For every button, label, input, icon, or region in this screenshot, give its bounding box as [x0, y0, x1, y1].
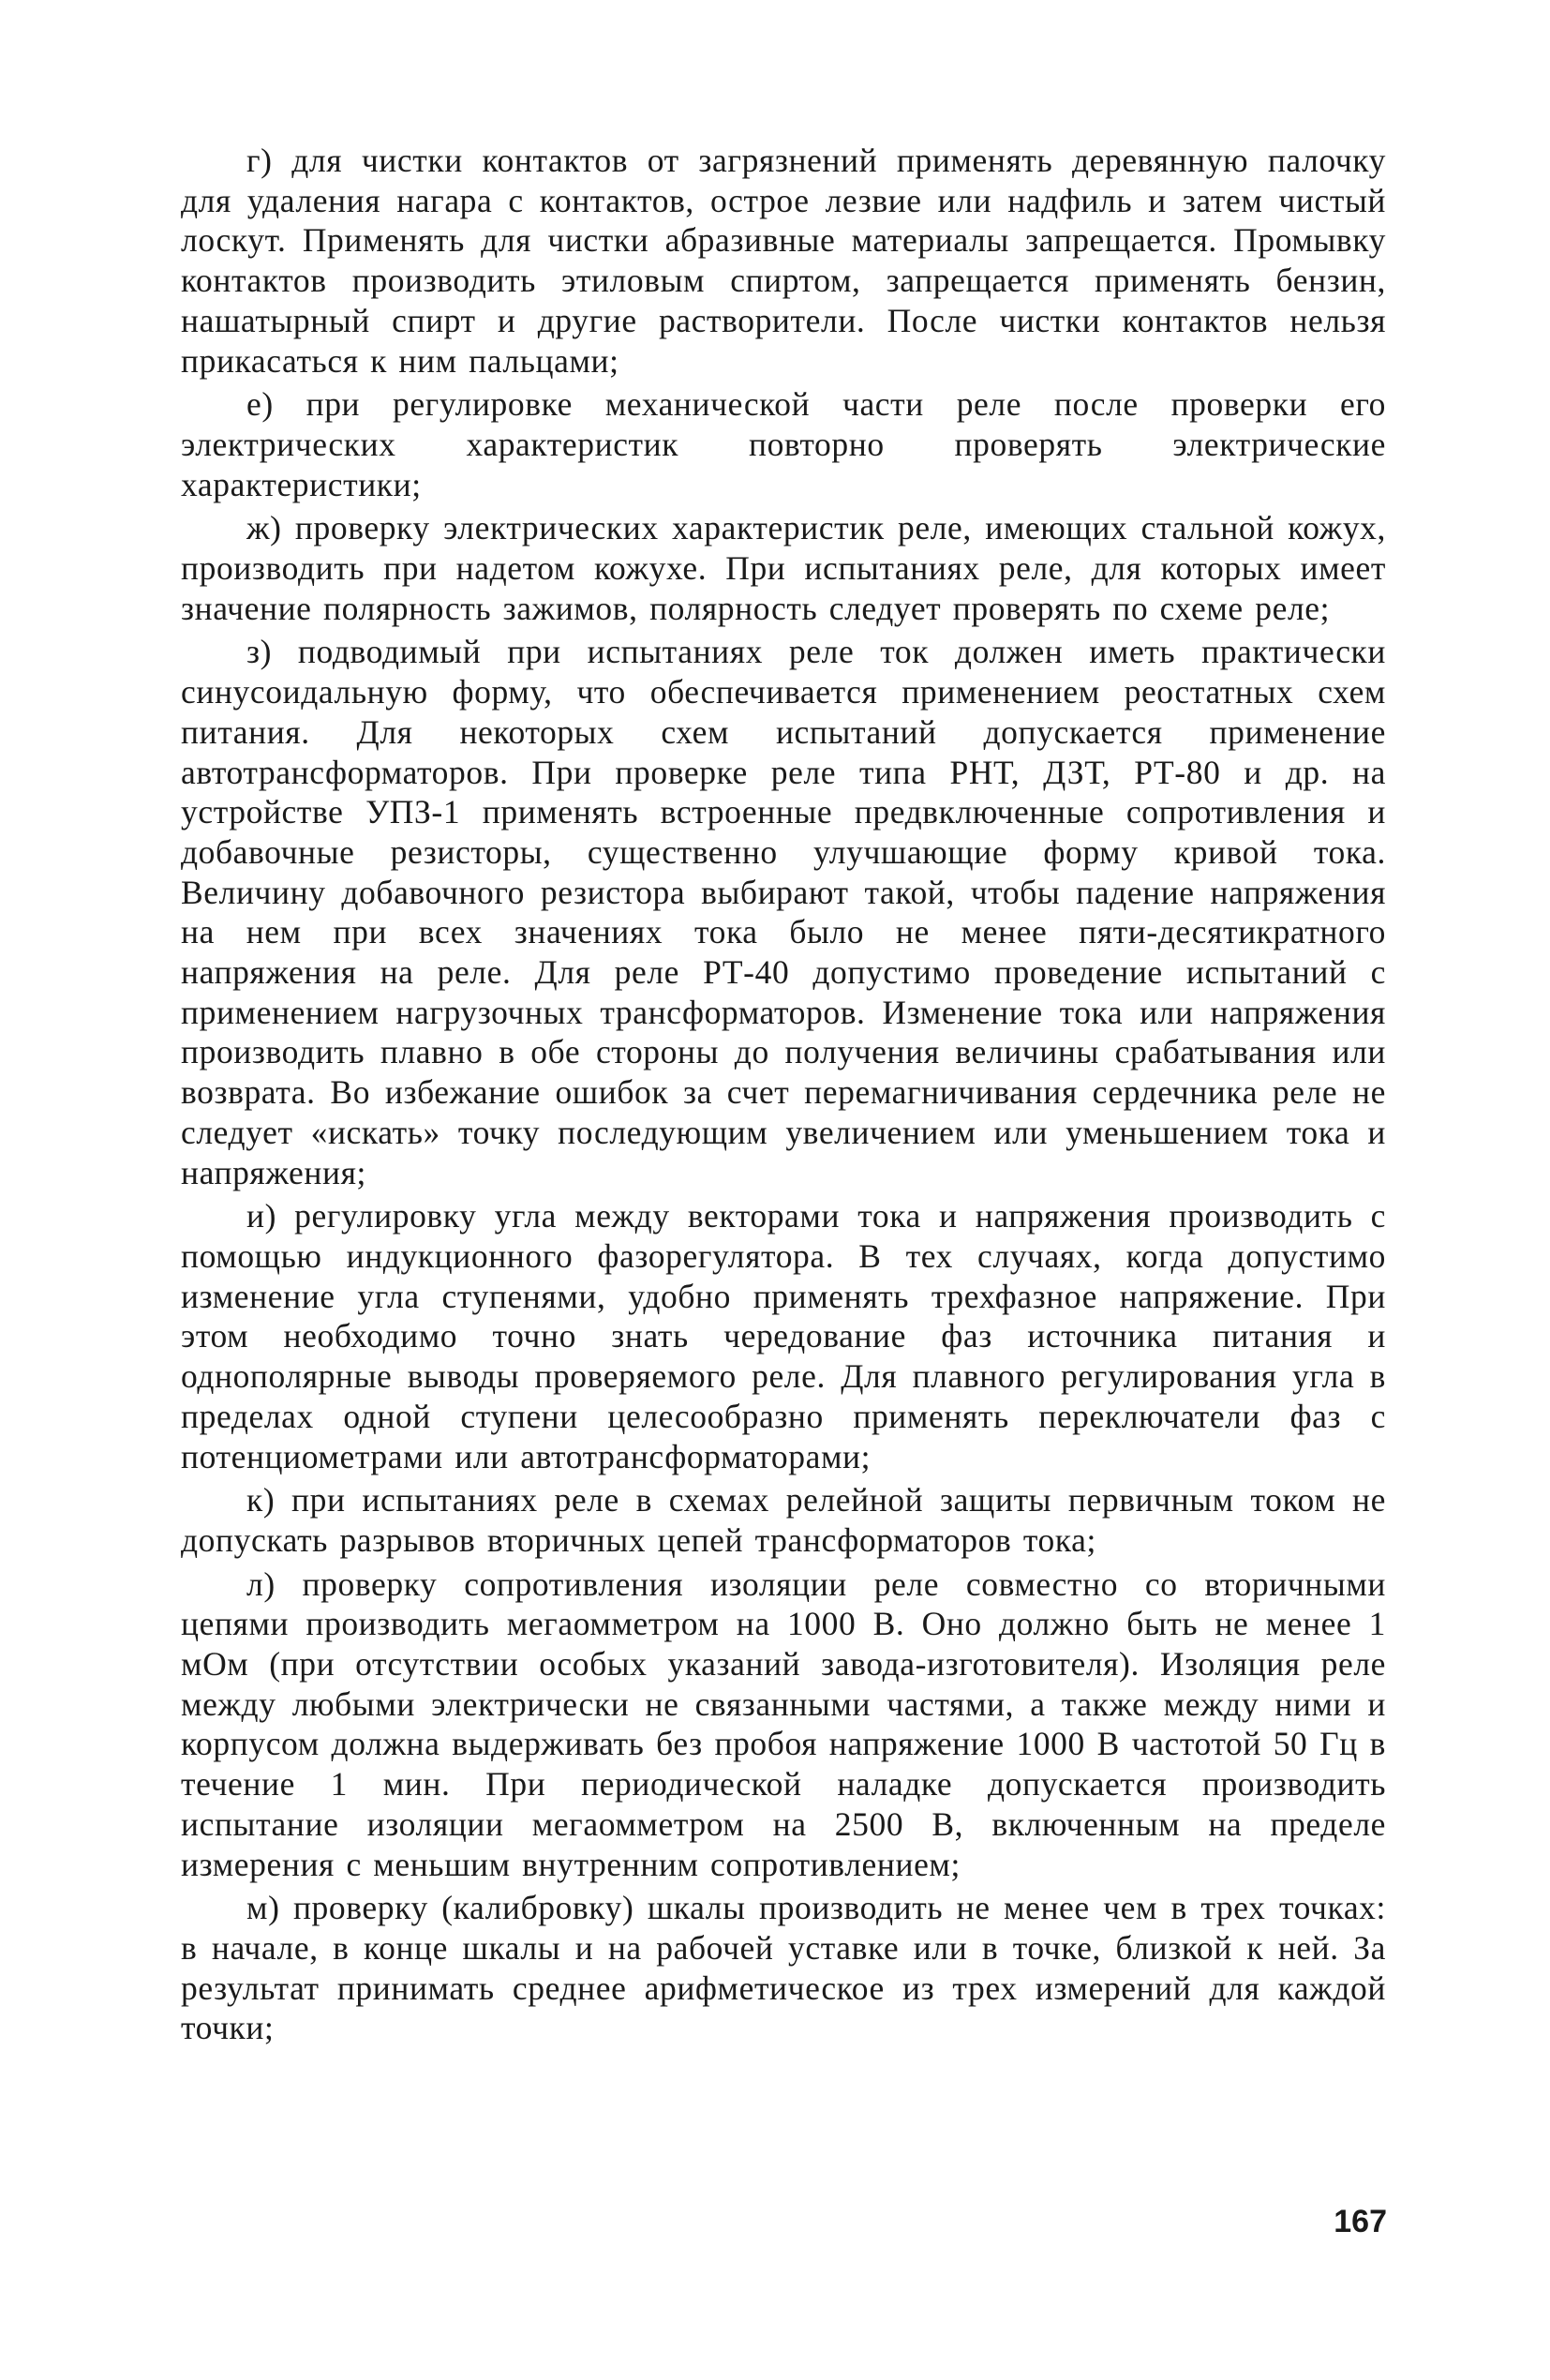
page-number: 167: [1334, 2204, 1387, 2239]
paragraph-z: з) подводимый при испытаниях реле ток должен иметь практически синусоидальную форму, что обеспечивается применением реостатных схем питания. Для некоторых схем испытаний допускается применение автотрансформаторов. При проверке реле типа РНТ, ДЗТ, РТ-80 и др. на устройстве УПЗ-1 применять встроенные предвключенные сопротивления и добавочные резисторы, существенно улучшающие форму кривой тока. Величину добавочного резистора выбирают такой, чтобы падение напряжения на нем при всех значениях тока было не менее пяти-десятикратного напряжения на реле. Для реле РТ-40 допустимо проведение испытаний с применением нагрузочных трансформаторов. Изменение тока или напряжения производить плавно в обе стороны до получения величины срабатывания или возврата. Во избежание ошибок за счет перемагничивания сердечника реле не следует «искать» точку последующим увеличением или уменьшением тока и напряжения;: [181, 633, 1386, 1191]
paragraph-l: л) проверку сопротивления изоляции реле совместно со вторичными цепями производить мегаомметром на 1000 В. Оно должно быть не менее 1 мОм (при отсутствии особых указаний завода-изготовителя). Изоляция реле между любыми электрически не связанными частями, а также между ними и корпусом должна выдерживать без пробоя напряжение 1000 В частотой 50 Гц в течение 1 мин. При периодической наладке допускается производить испытание изоляции мегаомметром на 2500 В, включенным на пределе измерения с меньшим внутренним сопротивлением;: [181, 1564, 1386, 1883]
paragraph-k: к) при испытаниях реле в схемах релейной защиты первичным током не допускать разрывов вторичных цепей трансформаторов тока;: [181, 1481, 1386, 1559]
paragraph-e: е) при регулировке механической части реле после проверки его электрических характеристик повторно проверять электрические характеристики;: [181, 385, 1386, 503]
page-body: [181, 141, 1386, 2052]
paragraph-i: и) регулировку угла между векторами тока и напряжения производить с помощью индукционного фазорегулятора. В тех случаях, когда допустимо изменение угла ступенями, удобно применять трехфазное напряжение. При этом необходимо точно знать чередование фаз источника питания и однополярные выводы проверяемого реле. Для плавного регулирования угла в пределах одной ступени целесообразно применять переключатели фаз с потенциометрами или автотрансформаторами;: [181, 1197, 1386, 1475]
paragraph-zh: ж) проверку электрических характеристик реле, имеющих стальной кожух, производить при надетом кожухе. При испытаниях реле, для которых имеет значение полярность зажимов, полярность следует проверять по схеме реле;: [181, 509, 1386, 627]
paragraph-m: м) проверку (калибровку) шкалы производить не менее чем в трех точках: в начале, в конце шкалы и на рабочей уставке или в точке, близкой к ней. За результат принимать среднее арифметическое из трех измерений для каждой точки;: [181, 1889, 1386, 2047]
paragraph-g: г) для чистки контактов от загрязнений применять деревянную палочку для удаления нагара с контактов, острое лезвие или надфиль и затем чистый лоскут. Применять для чистки абразивные материалы запрещается. Промывку контактов производить этиловым спиртом, запрещается применять бензин, нашатырный спирт и другие растворители. После чистки контактов нельзя прикасаться к ним пальцами;: [181, 142, 1386, 380]
